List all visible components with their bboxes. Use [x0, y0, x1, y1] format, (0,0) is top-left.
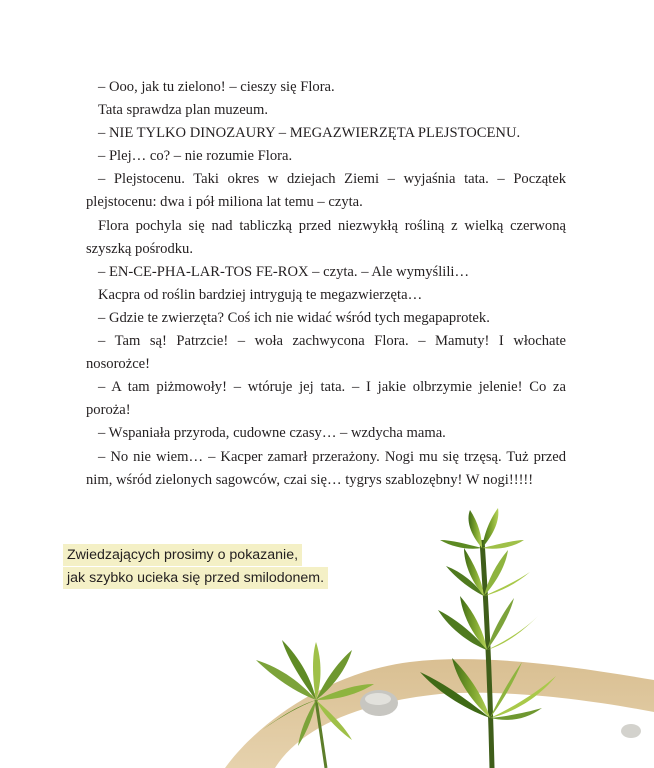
paragraph: Kacpra od roślin bardziej intrygują te megazwierzęta…: [98, 286, 423, 303]
stone: [365, 693, 391, 705]
paragraph: – NIE TYLKO DINOZAURY – MEGAZWIERZĘTA PLEJSTOCENU.: [98, 125, 521, 142]
story-text: [86, 76, 566, 492]
paragraph: Tata sprawdza plan muzeum.: [98, 102, 268, 119]
highlighted-caption: [63, 544, 328, 590]
paragraph: – Plejstocenu. Taki okres w dziejach Ziemi – wyjaśnia tata. – Początek plejstocenu: dwa i pół miliona lat temu – czyta.: [86, 171, 566, 211]
caption-line: jak szybko ucieka się przed smilodonem.: [63, 567, 328, 589]
paragraph: – EN-CE-PHA-LAR-TOS FE-ROX – czyta. – Ale wymyślili…: [98, 263, 470, 280]
paragraph: – Gdzie te zwierzęta? Coś ich nie widać wśród tych megapaprotek.: [98, 309, 490, 326]
paragraph: – Tam są! Patrzcie! – woła zachwycona Flora. – Mamuty! I włochate nosorożce!: [86, 333, 566, 373]
caption-line: Zwiedzających prosimy o pokazanie,: [63, 544, 302, 566]
paragraph: Flora pochyla się nad tabliczką przed niezwykłą rośliną z wielką czerwoną szyszką pośrodku.: [86, 217, 566, 257]
paragraph: – Wspaniała przyroda, cudowne czasy… – wzdycha mama.: [98, 425, 446, 442]
paragraph: – Ooo, jak tu zielono! – cieszy się Flora.: [98, 79, 335, 95]
paragraph: – No nie wiem… – Kacper zamarł przerażony. Nogi mu się trzęsą. Tuż przed nim, wśród zielonych sagowców, czai się… tygrys szablozębny! W nogi!!!!!: [86, 448, 566, 488]
sand-path: [225, 659, 654, 768]
stone: [621, 724, 641, 738]
paragraph: – Plej… co? – nie rozumie Flora.: [98, 148, 293, 165]
tall-plant: [420, 508, 556, 768]
paragraph: – A tam piżmowoły! – wtóruje jej tata. – I jakie olbrzymie jelenie! Co za poroża!: [86, 379, 566, 419]
